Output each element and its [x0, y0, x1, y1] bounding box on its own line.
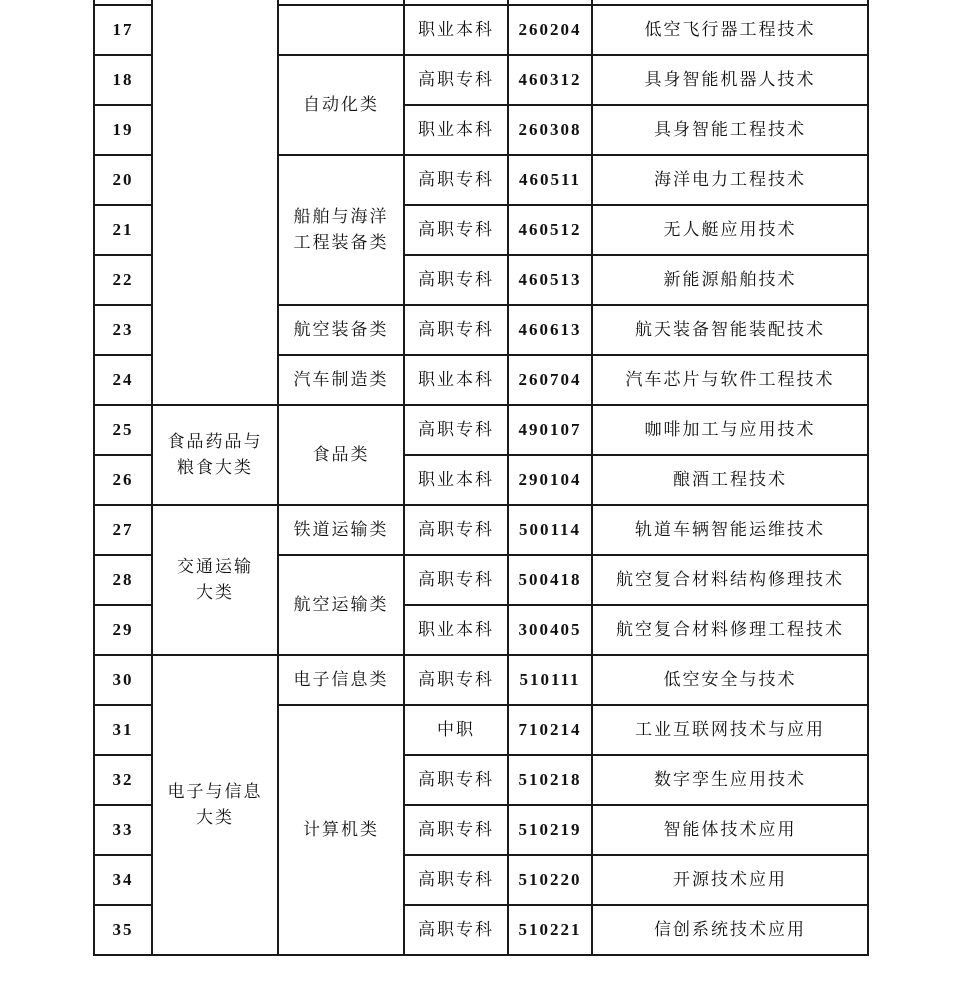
- subcategory-air-transport: 航空运输类: [278, 555, 404, 655]
- level-cell: 高职专科: [404, 805, 508, 855]
- major-name: 信创系统技术应用: [592, 905, 868, 955]
- row-index: 29: [94, 605, 152, 655]
- level-cell: 职业本科: [404, 355, 508, 405]
- level-cell: 高职专科: [404, 555, 508, 605]
- major-code: 510111: [508, 655, 592, 705]
- major-name: 具身智能机器人技术: [592, 55, 868, 105]
- major-name: 汽车芯片与软件工程技术: [592, 355, 868, 405]
- row-index: 22: [94, 255, 152, 305]
- major-name: 轨道车辆智能运维技术: [592, 505, 868, 555]
- row-index: 27: [94, 505, 152, 555]
- major-code: 460613: [508, 305, 592, 355]
- major-code: 510219: [508, 805, 592, 855]
- row-index: 32: [94, 755, 152, 805]
- level-cell: 职业本科: [404, 105, 508, 155]
- level-cell: 高职专科: [404, 905, 508, 955]
- row-index: 25: [94, 405, 152, 455]
- subcategory-cell: [278, 5, 404, 55]
- major-code: 290104: [508, 455, 592, 505]
- level-cell: 高职专科: [404, 155, 508, 205]
- level-cell: 高职专科: [404, 855, 508, 905]
- row-index: 30: [94, 655, 152, 705]
- major-name: 航空复合材料结构修理技术: [592, 555, 868, 605]
- major-code: 500114: [508, 505, 592, 555]
- category-label: 交通运输 大类: [177, 557, 253, 603]
- major-name: 工业互联网技术与应用: [592, 705, 868, 755]
- row-index: 19: [94, 105, 152, 155]
- subcategory-railway: 铁道运输类: [278, 505, 404, 555]
- major-name: 开源技术应用: [592, 855, 868, 905]
- category-label: 电子与信息 大类: [167, 782, 263, 828]
- subcategory-ship-marine: [278, 155, 404, 305]
- major-code: 500418: [508, 555, 592, 605]
- row-index: 24: [94, 355, 152, 405]
- row-index: 21: [94, 205, 152, 255]
- subcategory-food: 食品类: [278, 405, 404, 505]
- major-name: 具身智能工程技术: [592, 105, 868, 155]
- category-transport: [152, 505, 278, 655]
- row-index: 28: [94, 555, 152, 605]
- major-name: 航空复合材料修理工程技术: [592, 605, 868, 655]
- category-cell: [152, 0, 278, 405]
- majors-table: [93, 0, 869, 956]
- level-cell: 中职: [404, 705, 508, 755]
- row-index: 23: [94, 305, 152, 355]
- major-code: 460312: [508, 55, 592, 105]
- level-cell: 职业本科: [404, 455, 508, 505]
- table-row: [94, 505, 868, 555]
- table-row: [94, 405, 868, 455]
- major-name: 数字孪生应用技术: [592, 755, 868, 805]
- major-code: 260204: [508, 5, 592, 55]
- level-cell: 职业本科: [404, 605, 508, 655]
- row-index: 20: [94, 155, 152, 205]
- row-index: 26: [94, 455, 152, 505]
- row-index: 18: [94, 55, 152, 105]
- subcategory-label: 自动化类: [303, 95, 379, 115]
- subcategory-automobile: 汽车制造类: [278, 355, 404, 405]
- subcategory-electronic-info: 电子信息类: [278, 655, 404, 705]
- level-cell: 高职专科: [404, 205, 508, 255]
- major-code: 300405: [508, 605, 592, 655]
- level-cell: 高职专科: [404, 405, 508, 455]
- subcategory-computer: 计算机类: [278, 705, 404, 955]
- major-name: 航天装备智能装配技术: [592, 305, 868, 355]
- category-label: 食品药品与 粮食大类: [167, 432, 263, 478]
- level-cell: 高职专科: [404, 55, 508, 105]
- level-cell: 职业本科: [404, 5, 508, 55]
- major-code: 460513: [508, 255, 592, 305]
- level-cell: 高职专科: [404, 255, 508, 305]
- major-code: 510221: [508, 905, 592, 955]
- major-code: 260308: [508, 105, 592, 155]
- major-code: 460511: [508, 155, 592, 205]
- major-code: 260704: [508, 355, 592, 405]
- level-cell: 高职专科: [404, 305, 508, 355]
- major-name: 酿酒工程技术: [592, 455, 868, 505]
- row-index: 34: [94, 855, 152, 905]
- category-food-grain: [152, 405, 278, 505]
- row-index: 35: [94, 905, 152, 955]
- major-code: 510220: [508, 855, 592, 905]
- major-code: 710214: [508, 705, 592, 755]
- major-name: 低空安全与技术: [592, 655, 868, 705]
- major-code: 490107: [508, 405, 592, 455]
- major-name: 咖啡加工与应用技术: [592, 405, 868, 455]
- level-cell: 高职专科: [404, 505, 508, 555]
- level-cell: 高职专科: [404, 755, 508, 805]
- major-code: 460512: [508, 205, 592, 255]
- major-code: 510218: [508, 755, 592, 805]
- table-row: [94, 655, 868, 705]
- subcategory-label: 船舶与海洋 工程装备类: [293, 207, 389, 253]
- major-name: 新能源船舶技术: [592, 255, 868, 305]
- row-index: 33: [94, 805, 152, 855]
- row-index: 17: [94, 5, 152, 55]
- major-name: 智能体技术应用: [592, 805, 868, 855]
- major-name: 海洋电力工程技术: [592, 155, 868, 205]
- category-electronics-info: [152, 655, 278, 955]
- major-name: 无人艇应用技术: [592, 205, 868, 255]
- level-cell: 高职专科: [404, 655, 508, 705]
- major-name: 低空飞行器工程技术: [592, 5, 868, 55]
- row-index: 31: [94, 705, 152, 755]
- subcategory-aviation-equipment: 航空装备类: [278, 305, 404, 355]
- subcategory-automation: [278, 55, 404, 155]
